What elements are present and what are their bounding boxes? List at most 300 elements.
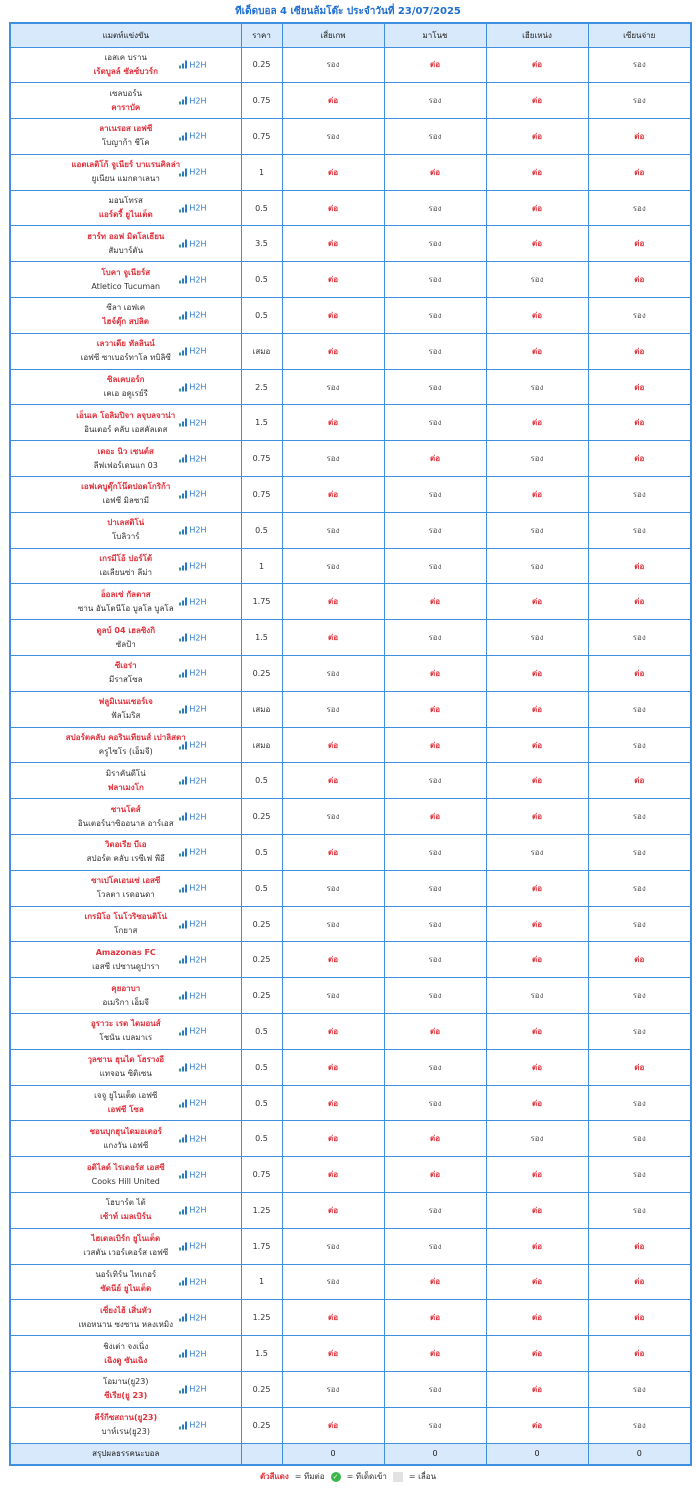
bar-chart-icon [179, 61, 187, 69]
expert-2-pick: รอง [384, 190, 486, 226]
price-cell: 1 [241, 1264, 282, 1300]
match-cell [10, 870, 241, 906]
home-team: อ็อลเซ่ กัลดาส [100, 589, 151, 599]
expert-1-pick: รอง [282, 47, 384, 83]
expert-3-pick: รอง [486, 978, 588, 1014]
home-team: ซาเปโคเอนเซ่ เอสซี [91, 876, 161, 886]
expert-2-pick: รอง [384, 548, 486, 584]
price-cell: เสมอ [241, 691, 282, 727]
match-cell [10, 763, 241, 799]
match-cell [10, 441, 241, 477]
price-cell: 0.25 [241, 1407, 282, 1443]
expert-2-pick: ต่อ [384, 1014, 486, 1050]
summary-expert-2: 0 [384, 1443, 486, 1465]
h2h-link[interactable] [179, 1349, 206, 1358]
match-cell [10, 906, 241, 942]
away-team: Atletico Tucuman [91, 281, 161, 291]
bar-chart-icon [179, 1063, 187, 1071]
h2h-link[interactable] [179, 204, 206, 213]
bar-chart-icon [179, 1135, 187, 1143]
expert-4-pick: รอง [588, 835, 691, 871]
h2h-link[interactable] [179, 1170, 206, 1179]
expert-2-pick: ต่อ [384, 441, 486, 477]
match-cell [10, 333, 241, 369]
h2h-link[interactable] [179, 1206, 206, 1215]
h2h-label: H2H [189, 991, 207, 1001]
match-cell [10, 1300, 241, 1336]
expert-3-pick: รอง [486, 262, 588, 298]
expert-2-pick: ต่อ [384, 1336, 486, 1372]
bar-chart-icon [179, 1350, 187, 1358]
match-cell [10, 1049, 241, 1085]
price-cell: 0.25 [241, 47, 282, 83]
legend-red-desc: = ทีมต่อ [294, 1472, 325, 1481]
h2h-label: H2H [189, 1062, 207, 1072]
home-team: ซานโตส์ [110, 804, 141, 814]
away-team: บาห์เรน(ยู23) [101, 1427, 150, 1437]
home-team: เกรมีโอ้ ปอร์โต้ [99, 554, 153, 564]
bar-chart-icon [179, 419, 187, 427]
match-cell [10, 691, 241, 727]
h2h-label: H2H [189, 1241, 207, 1251]
expert-3-pick: ต่อ [486, 763, 588, 799]
away-team: ยูเนียน แมกดาเลนา [91, 174, 160, 184]
expert-4-pick: รอง [588, 620, 691, 656]
h2h-label: H2H [189, 883, 207, 893]
table-row [10, 1300, 691, 1336]
expert-3-pick: ต่อ [486, 83, 588, 119]
expert-4-pick: ต่อ [588, 262, 691, 298]
expert-4-pick: รอง [588, 512, 691, 548]
bar-chart-icon [179, 813, 187, 821]
bar-chart-icon [179, 1314, 187, 1322]
match-cell [10, 1371, 241, 1407]
match-cell [10, 835, 241, 871]
table-row [10, 369, 691, 405]
expert-3-pick: ต่อ [486, 333, 588, 369]
away-team: ครูไซโร (เอ็มจี) [98, 747, 153, 757]
header-expert-3: เฮียเหน่ง [486, 23, 588, 47]
price-cell: 1.25 [241, 1300, 282, 1336]
legend-grey-desc: = เลื่อน [408, 1472, 437, 1481]
away-team: ซัดนีย์ ยูไนเต็ด [100, 1283, 152, 1293]
price-cell: 0.5 [241, 1014, 282, 1050]
table-row [10, 477, 691, 513]
home-team: เลวาเดีย ทัลลินน์ [96, 339, 155, 349]
h2h-label: H2H [189, 382, 207, 392]
expert-4-pick: ต่อ [588, 333, 691, 369]
h2h-link[interactable] [179, 705, 206, 714]
expert-2-pick: ต่อ [384, 656, 486, 692]
expert-3-pick: ต่อ [486, 477, 588, 513]
away-team: ฟัลโมริส [111, 711, 141, 721]
away-team: โชนัน เบลมาเร [99, 1033, 153, 1043]
expert-4-pick: รอง [588, 1014, 691, 1050]
expert-2-pick: รอง [384, 620, 486, 656]
expert-2-pick: รอง [384, 333, 486, 369]
expert-4-pick: ต่อ [588, 548, 691, 584]
h2h-link[interactable] [179, 991, 206, 1000]
expert-1-pick: รอง [282, 512, 384, 548]
expert-2-pick: ต่อ [384, 584, 486, 620]
h2h-link[interactable] [179, 741, 206, 750]
h2h-link[interactable] [179, 884, 206, 893]
match-cell [10, 1193, 241, 1229]
price-cell: 1.5 [241, 1336, 282, 1372]
expert-1-pick: ต่อ [282, 83, 384, 119]
home-team: โอมาน(ยู23) [103, 1377, 149, 1387]
expert-3-pick: ต่อ [486, 942, 588, 978]
away-team: อินเตอร์ คลับ เอสคัลเดส [84, 424, 168, 434]
expert-1-pick: รอง [282, 691, 384, 727]
table-row [10, 226, 691, 262]
home-team: โบคา จูเนียร์ส [101, 267, 151, 277]
expert-2-pick: ต่อ [384, 691, 486, 727]
expert-1-pick: ต่อ [282, 262, 384, 298]
h2h-link[interactable] [179, 1099, 206, 1108]
expert-2-pick: รอง [384, 763, 486, 799]
h2h-link[interactable] [179, 1421, 206, 1430]
h2h-label: H2H [189, 847, 207, 857]
home-team: ชอนบุกฮุนไดมอเตอร์ [89, 1126, 162, 1136]
away-team: ซีเรีย(ยู 23) [104, 1391, 148, 1401]
expert-3-pick: รอง [486, 369, 588, 405]
h2h-link[interactable] [179, 1242, 206, 1251]
h2h-link[interactable] [179, 920, 206, 929]
h2h-label: H2H [189, 1384, 207, 1394]
home-team: ไฮเดลเบิร์ก ยูไนเต็ด [91, 1234, 161, 1244]
h2h-link[interactable] [179, 239, 206, 248]
home-team: เอสเค บราน [104, 52, 147, 62]
expert-3-pick: ต่อ [486, 1336, 588, 1372]
expert-4-pick: รอง [588, 978, 691, 1014]
expert-2-pick: รอง [384, 298, 486, 334]
match-cell [10, 548, 241, 584]
h2h-label: H2H [189, 96, 207, 106]
h2h-link[interactable] [179, 132, 206, 141]
expert-3-pick: ต่อ [486, 691, 588, 727]
expert-3-pick: ต่อ [486, 1085, 588, 1121]
expert-3-pick: ต่อ [486, 1407, 588, 1443]
expert-2-pick: ต่อ [384, 154, 486, 190]
expert-2-pick: รอง [384, 1085, 486, 1121]
expert-2-pick: รอง [384, 870, 486, 906]
home-team: วิตอเรีย บีเอ [104, 840, 147, 850]
expert-4-pick: ต่อ [588, 405, 691, 441]
home-team: ปาเลสติโน่ [107, 518, 145, 528]
bar-chart-icon [179, 132, 187, 140]
legend-check-desc: = ทีเด็ดเข้า [346, 1472, 387, 1481]
expert-4-pick: รอง [588, 1085, 691, 1121]
h2h-link[interactable] [179, 347, 206, 356]
table-row [10, 119, 691, 155]
expert-1-pick: ต่อ [282, 1085, 384, 1121]
expert-2-pick: รอง [384, 1228, 486, 1264]
expert-3-pick: รอง [486, 512, 588, 548]
away-team: ไฮจ์ดุ๊ก สปลิต [102, 317, 149, 327]
h2h-link[interactable] [179, 633, 206, 642]
table-row [10, 190, 691, 226]
h2h-label: H2H [189, 203, 207, 213]
price-cell: 0.5 [241, 512, 282, 548]
match-cell [10, 727, 241, 763]
bar-chart-icon [179, 992, 187, 1000]
expert-1-pick: รอง [282, 1264, 384, 1300]
expert-3-pick: ต่อ [486, 584, 588, 620]
bar-chart-icon [179, 276, 187, 284]
h2h-link[interactable] [179, 1063, 206, 1072]
table-row [10, 835, 691, 871]
expert-2-pick: ต่อ [384, 727, 486, 763]
expert-3-pick: ต่อ [486, 1371, 588, 1407]
table-row [10, 512, 691, 548]
home-team: เอ็นเค โอลิมปิจา ลจุบลจาน่า [76, 410, 176, 420]
h2h-link[interactable] [179, 1313, 206, 1322]
table-row [10, 870, 691, 906]
summary-row [10, 1443, 691, 1465]
away-team: เอฟซี โซล [107, 1105, 144, 1114]
home-team: ซีลา เอฟเค [106, 303, 146, 313]
h2h-label: H2H [189, 1349, 207, 1359]
away-team: โกยาส [114, 926, 138, 936]
header-expert-1: เสี่ยเกพ [282, 23, 384, 47]
table-row [10, 548, 691, 584]
table-row [10, 1121, 691, 1157]
expert-4-pick: รอง [588, 477, 691, 513]
price-cell: 0.75 [241, 1157, 282, 1193]
home-team: เซี่ยงไฮ้ เสิ่นหัว [100, 1305, 152, 1315]
table-row [10, 727, 691, 763]
bar-chart-icon [179, 455, 187, 463]
h2h-label: H2H [189, 131, 207, 141]
h2h-link[interactable] [179, 1134, 206, 1143]
bar-chart-icon [179, 884, 187, 892]
h2h-label: H2H [189, 1277, 207, 1287]
h2h-link[interactable] [179, 311, 206, 320]
table-row [10, 942, 691, 978]
price-cell: 0.5 [241, 835, 282, 871]
expert-4-pick: ต่อ [588, 1049, 691, 1085]
home-team: ลาเนรอส เอฟซี [99, 124, 153, 134]
h2h-link[interactable] [179, 776, 206, 785]
summary-label: สรุปผลธรรคนะบอล [10, 1443, 241, 1465]
price-cell: 0.5 [241, 1121, 282, 1157]
match-cell [10, 1228, 241, 1264]
price-cell: 0.75 [241, 441, 282, 477]
home-team: เจจู ยูไนเต็ด เอฟซี [94, 1091, 158, 1100]
h2h-link[interactable] [179, 1027, 206, 1036]
expert-4-pick: ต่อ [588, 942, 691, 978]
h2h-link[interactable] [179, 1277, 206, 1286]
price-cell: เสมอ [241, 333, 282, 369]
away-team: อเมริกา เอ็มจี [102, 997, 149, 1007]
table-row [10, 1336, 691, 1372]
price-cell: 0.25 [241, 978, 282, 1014]
expert-4-pick: รอง [588, 1121, 691, 1157]
away-team: โวลตา เรดอนดา [96, 890, 155, 900]
h2h-link[interactable] [179, 1385, 206, 1394]
home-team: นอร์เทิร์น ไทเกอร์ [95, 1269, 157, 1279]
expert-2-pick: รอง [384, 906, 486, 942]
bar-chart-icon [179, 311, 187, 319]
expert-3-pick: ต่อ [486, 1157, 588, 1193]
home-team: ดูลบ์ 04 เฮลซิงกิ [96, 625, 156, 635]
table-row [10, 1085, 691, 1121]
match-cell [10, 1264, 241, 1300]
bar-chart-icon [179, 1385, 187, 1393]
match-cell [10, 83, 241, 119]
home-team: เกรมิโอ โนโวริซอนติโน่ [84, 912, 168, 922]
price-cell: 1 [241, 548, 282, 584]
match-cell [10, 154, 241, 190]
table-row [10, 799, 691, 835]
h2h-label: H2H [189, 1134, 207, 1144]
table-header-row [10, 23, 691, 47]
home-team: สปอร์ตคลับ คอรินเทียนส์ เปาลิสตา [65, 733, 186, 743]
h2h-link[interactable] [179, 597, 206, 606]
h2h-link[interactable] [179, 418, 206, 427]
home-team: โฮบาร์ต ไต้ [105, 1198, 146, 1208]
away-team: เอสซี เปซานดูปารา [92, 961, 160, 971]
price-cell: 0.5 [241, 1049, 282, 1085]
h2h-link[interactable] [179, 490, 206, 499]
away-team: โบญาก้า ชีโค [101, 138, 150, 148]
h2h-link[interactable] [179, 848, 206, 857]
h2h-link[interactable] [179, 955, 206, 964]
away-team: เวสตัน เวอร์เคอร์ส เอฟซี [83, 1248, 169, 1258]
expert-1-pick: ต่อ [282, 405, 384, 441]
table-row [10, 83, 691, 119]
h2h-link[interactable] [179, 562, 206, 571]
expert-2-pick: รอง [384, 83, 486, 119]
match-cell [10, 1014, 241, 1050]
expert-1-pick: รอง [282, 548, 384, 584]
expert-2-pick: ต่อ [384, 1121, 486, 1157]
h2h-link[interactable] [179, 383, 206, 392]
expert-3-pick: ต่อ [486, 1049, 588, 1085]
h2h-label: H2H [189, 955, 207, 965]
h2h-label: H2H [189, 239, 207, 249]
expert-4-pick: รอง [588, 870, 691, 906]
expert-3-pick: รอง [486, 835, 588, 871]
h2h-label: H2H [189, 418, 207, 428]
match-cell [10, 1336, 241, 1372]
expert-3-pick: ต่อ [486, 1300, 588, 1336]
expert-1-pick: รอง [282, 656, 384, 692]
expert-2-pick: รอง [384, 405, 486, 441]
expert-2-pick: รอง [384, 1407, 486, 1443]
h2h-link[interactable] [179, 812, 206, 821]
expert-1-pick: ต่อ [282, 1014, 384, 1050]
price-cell: 0.5 [241, 763, 282, 799]
price-cell: 0.5 [241, 870, 282, 906]
home-team: อดิไลด์ ไรเดอร์ส เอสซี [86, 1162, 165, 1172]
home-team: เซลบอร์น [109, 88, 143, 98]
h2h-link[interactable] [179, 60, 206, 69]
away-team: แอร์ดรี้ ยูไนเต็ด [98, 210, 153, 220]
price-cell: 1.75 [241, 1228, 282, 1264]
expert-4-pick: ต่อ [588, 154, 691, 190]
away-team: เคเอ อคูเรย์รี [103, 389, 148, 399]
expert-4-pick: ต่อ [588, 441, 691, 477]
away-team: สปอร์ต คลับ เรซีเฟ พีอี [86, 854, 165, 864]
h2h-label: H2H [189, 919, 207, 929]
legend-red-text: ตัวสีแดง [259, 1472, 289, 1481]
away-team: แกงวัน เอฟซี [103, 1140, 149, 1150]
home-team: ซิลเคบอร์ก [107, 375, 145, 385]
home-team: ฟลูมิเนนเซอร์เจ [98, 697, 153, 707]
h2h-link[interactable] [179, 96, 206, 105]
expert-4-pick: ต่อ [588, 369, 691, 405]
expert-4-pick: รอง [588, 1407, 691, 1443]
expert-1-pick: ต่อ [282, 333, 384, 369]
away-team: คาราบัค [111, 102, 141, 112]
bar-chart-icon [179, 562, 187, 570]
expert-3-pick: ต่อ [486, 190, 588, 226]
h2h-label: H2H [189, 1026, 207, 1036]
expert-3-pick: รอง [486, 548, 588, 584]
expert-4-pick: รอง [588, 47, 691, 83]
expert-2-pick: ต่อ [384, 1157, 486, 1193]
expert-4-pick: รอง [588, 906, 691, 942]
h2h-label: H2H [189, 310, 207, 320]
h2h-link[interactable] [179, 275, 206, 284]
h2h-link[interactable] [179, 168, 206, 177]
price-cell: 0.25 [241, 906, 282, 942]
table-row [10, 1264, 691, 1300]
away-team: สัมบาร์ตัน [108, 245, 144, 255]
h2h-label: H2H [189, 275, 207, 285]
table-row [10, 1193, 691, 1229]
expert-4-pick: ต่อ [588, 226, 691, 262]
table-row [10, 656, 691, 692]
grey-square-icon [393, 1472, 403, 1482]
h2h-link[interactable] [179, 669, 206, 678]
expert-1-pick: รอง [282, 369, 384, 405]
expert-3-pick: ต่อ [486, 154, 588, 190]
away-team: เหอหนาน ซงซาน หลงเหมิง [78, 1319, 174, 1329]
match-cell [10, 369, 241, 405]
h2h-link[interactable] [179, 526, 206, 535]
expert-4-pick: รอง [588, 727, 691, 763]
home-team: Amazonas FC [95, 947, 156, 957]
h2h-link[interactable] [179, 454, 206, 463]
expert-1-pick: ต่อ [282, 763, 384, 799]
away-team: เซ้าท์ เมลเบิร์น [100, 1212, 152, 1222]
h2h-label: H2H [189, 1205, 207, 1215]
expert-1-pick: ต่อ [282, 298, 384, 334]
expert-1-pick: รอง [282, 870, 384, 906]
h2h-label: H2H [189, 346, 207, 356]
away-team: เอฟซี ซาเบอร์ทาโล ทบิลิซี [80, 353, 171, 363]
expert-1-pick: รอง [282, 441, 384, 477]
home-team: อูราวะ เรด ไดมอนส์ [90, 1019, 161, 1029]
price-cell: 0.5 [241, 298, 282, 334]
price-cell: 2.5 [241, 369, 282, 405]
bar-chart-icon [179, 240, 187, 248]
bar-chart-icon [179, 97, 187, 105]
away-team: ฟลาเมงโก [107, 782, 144, 792]
bar-chart-icon [179, 1099, 187, 1107]
expert-2-pick: ต่อ [384, 1264, 486, 1300]
expert-2-pick: รอง [384, 978, 486, 1014]
away-team: แทจอน ซิติเซน [99, 1069, 152, 1079]
bar-chart-icon [179, 1421, 187, 1429]
expert-3-pick: ต่อ [486, 298, 588, 334]
table-row [10, 906, 691, 942]
table-row [10, 1014, 691, 1050]
header-expert-4: เซียนจ่าย [588, 23, 691, 47]
